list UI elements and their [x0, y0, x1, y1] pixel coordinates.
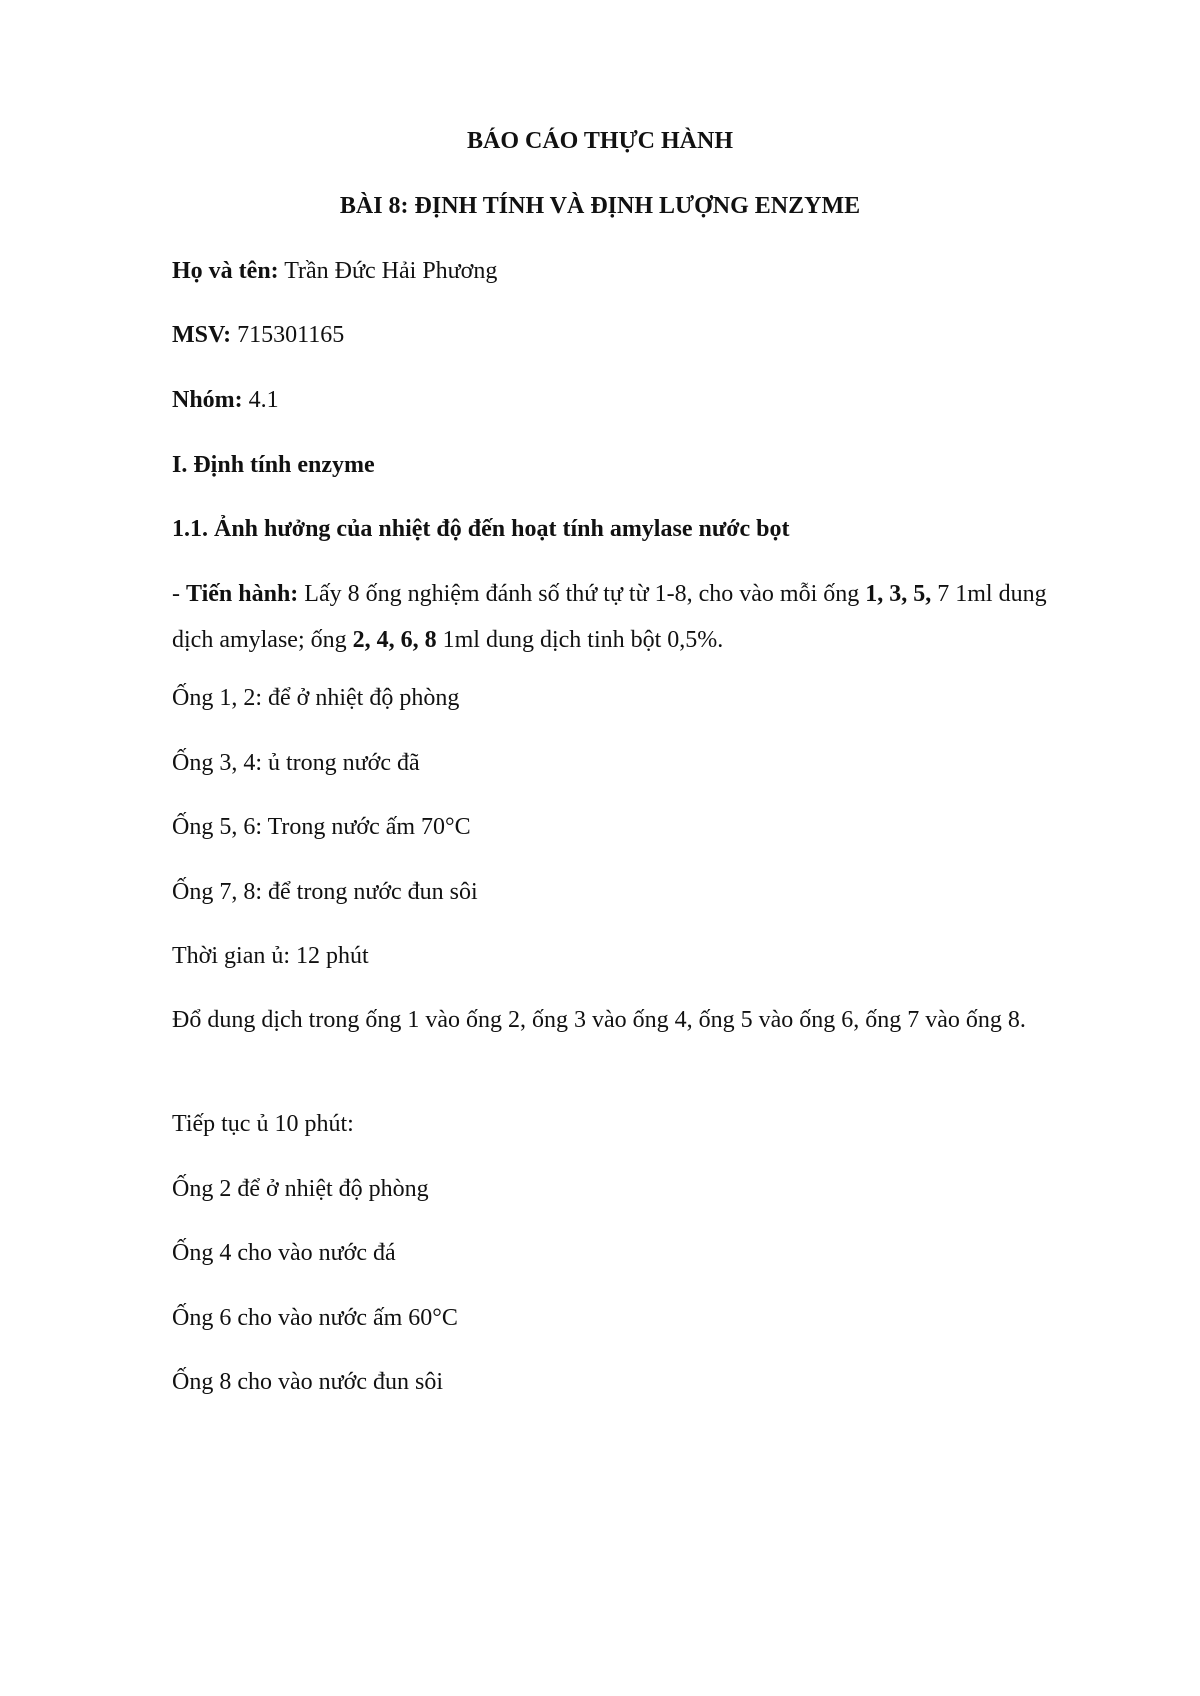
- procedure-text-1: Lấy 8 ống nghiệm đánh số thứ tự từ 1-8, cho vào mỗi ống: [298, 581, 866, 607]
- procedure-label: Tiến hành:: [186, 581, 299, 607]
- report-title: [0, 118, 1200, 164]
- student-id-value: 715301165: [231, 322, 345, 348]
- student-name-label: Họ và tên:: [172, 258, 279, 284]
- paragraph-line: Ống 7, 8: để trong nước đun sôi: [172, 879, 478, 905]
- paragraph-line: Ống 4 cho vào nước đá: [172, 1240, 396, 1266]
- procedure-tubes-odd: 1, 3, 5,: [865, 581, 932, 607]
- student-name-value: Trần Đức Hải Phương: [278, 258, 498, 284]
- lesson-title: [0, 183, 1200, 229]
- student-id-line: [172, 312, 344, 358]
- procedure-prefix: -: [172, 581, 186, 607]
- paragraph-line: Đổ dung dịch trong ống 1 vào ống 2, ống 3 vào ống 4, ống 5 vào ống 6, ống 7 vào ống 8.: [172, 1007, 1026, 1033]
- section-heading-1-1-text: 1.1. Ảnh hưởng của nhiệt độ đến hoạt tính amylase nước bọt: [172, 516, 790, 542]
- student-group-value: 4.1: [242, 387, 279, 413]
- section-heading-1-text: I. Định tính enzyme: [172, 452, 375, 478]
- student-group-line: [172, 377, 279, 423]
- paragraph-line: Tiếp tục ủ 10 phút:: [172, 1111, 354, 1137]
- lesson-title-text: BÀI 8: ĐỊNH TÍNH VÀ ĐỊNH LƯỢNG ENZYME: [339, 193, 861, 219]
- report-title-text: BÁO CÁO THỰC HÀNH: [466, 128, 733, 154]
- student-group-label: Nhóm:: [172, 387, 243, 413]
- paragraph-line: Ống 1, 2: để ở nhiệt độ phòng: [172, 685, 460, 711]
- student-id-label: MSV:: [172, 322, 232, 348]
- section-heading-1: [172, 442, 375, 488]
- paragraph-line: Ống 2 để ở nhiệt độ phòng: [172, 1176, 429, 1202]
- section-heading-1-1: [172, 506, 790, 552]
- student-name-line: [172, 248, 497, 294]
- procedure-tubes-even: 2, 4, 6, 8: [352, 627, 437, 653]
- procedure-paragraph: [172, 571, 1084, 663]
- paragraph-line: Thời gian ủ: 12 phút: [172, 943, 369, 969]
- paragraph-line: Ống 5, 6: Trong nước ấm 70°C: [172, 814, 471, 840]
- paragraph-line: Ống 8 cho vào nước đun sôi: [172, 1369, 443, 1395]
- paragraph-line: Ống 6 cho vào nước ấm 60°C: [172, 1305, 458, 1331]
- procedure-text-2: 7 1ml dung dịch amylase; ống: [172, 581, 1047, 653]
- procedure-text-3: 1ml dung dịch tinh bột 0,5%.: [436, 627, 724, 653]
- paragraph-line: Ống 3, 4: ủ trong nước đã: [172, 750, 420, 776]
